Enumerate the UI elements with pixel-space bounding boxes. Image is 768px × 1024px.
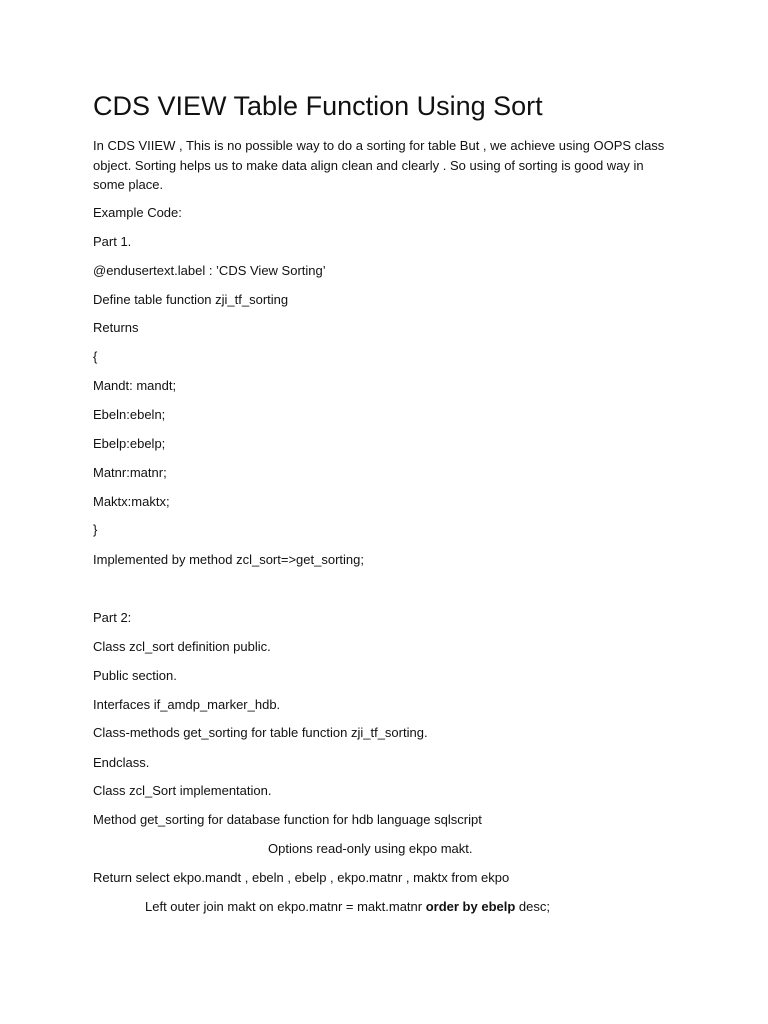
join-prefix-text: Left outer join makt on ekpo.matnr = makt.matnr (145, 899, 426, 914)
options-line: Options read-only using ekpo makt. (268, 841, 473, 856)
order-by-text: order by ebelp (425, 899, 516, 914)
example-code-label: Example Code: (93, 205, 182, 220)
implemented-line: Implemented by method zcl_sort=>get_sorting; (93, 552, 364, 567)
open-brace-line: { (93, 349, 98, 364)
code-line: Class zcl_Sort implementation. (93, 783, 272, 798)
return-select-line: Return select ekpo.mandt , ebeln , ebelp , ekpo.matnr , maktx from ekpo (93, 870, 510, 885)
page-title: CDS VIEW Table Function Using Sort (93, 91, 543, 121)
code-line: Public section. (93, 668, 177, 683)
define-line: Define table function zji_tf_sorting (93, 292, 289, 307)
field-line: Matnr:matnr; (93, 465, 167, 480)
code-line: Class-methods get_sorting for table function zji_tf_sorting. (93, 725, 428, 740)
label-annotation-line: @endusertext.label : ’CDS View Sorting’ (93, 263, 326, 278)
part2-heading: Part 2: (93, 610, 132, 625)
part1-heading: Part 1. (93, 234, 132, 249)
field-line: Mandt: mandt; (93, 378, 177, 393)
field-line: Ebeln:ebeln; (93, 407, 166, 422)
join-suffix-text: desc; (515, 899, 550, 914)
field-line: Maktx:maktx; (93, 494, 170, 509)
left-outer-join-line (145, 898, 550, 916)
returns-line: Returns (93, 320, 139, 335)
code-line: Class zcl_sort definition public. (93, 639, 271, 654)
code-line: Interfaces if_amdp_marker_hdb. (93, 697, 281, 712)
intro-paragraph: In CDS VIIEW , This is no possible way to do a sorting for table But , we achieve using OOPS class object. Sorting helps us to make data align clean and clearly . So using of sorting is good way in some place. (93, 138, 665, 192)
field-line: Ebelp:ebelp; (93, 436, 166, 451)
code-line: Endclass. (93, 755, 150, 770)
close-brace-line: } (93, 522, 98, 537)
code-line: Method get_sorting for database function for hdb language sqlscript (93, 812, 482, 827)
